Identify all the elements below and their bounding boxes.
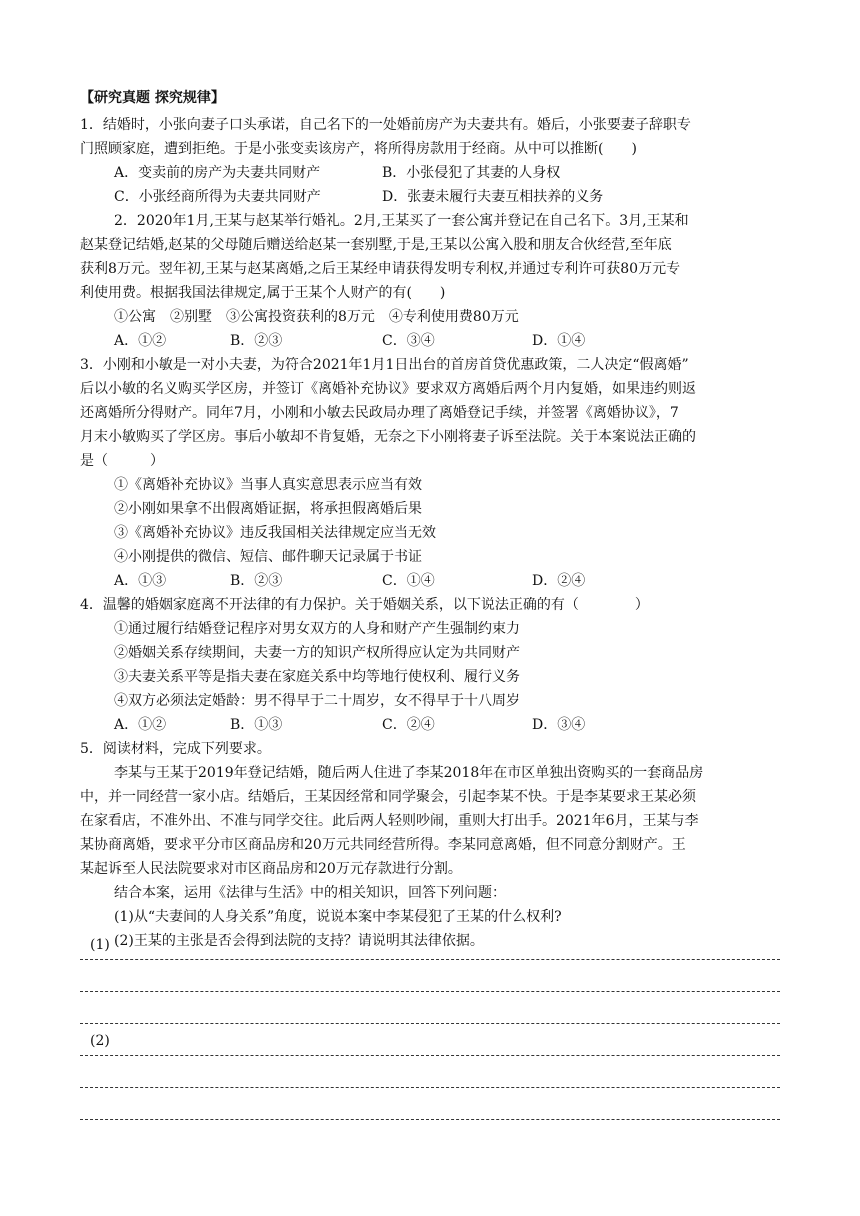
q1-stem-line-2: 门照顾家庭，遭到拒绝。于是小张变卖该房产，将所得房款用于经商。从中可以推断( ) xyxy=(80,141,637,157)
q3-option-a: A．①③ xyxy=(114,573,167,589)
q1-option-a: A．变卖前的房产为夫妻共同财产 xyxy=(114,165,321,181)
section-header: 【研究真题 探究规律】 xyxy=(80,90,225,106)
answer-line-3[interactable] xyxy=(80,1009,780,1024)
q3-item-2: ②小刚如果拿不出假离婚证据，将承担假离婚后果 xyxy=(114,501,422,517)
answer-line-5[interactable] xyxy=(80,1073,780,1088)
q2-items: ①公寓 ②别墅 ③公寓投资获利的8万元 ④专利使用费80万元 xyxy=(114,309,519,325)
q5-prompt: 结合本案，运用《法律与生活》中的相关知识，回答下列问题： xyxy=(114,885,506,901)
q4-option-a: A．①② xyxy=(114,717,167,733)
answer-line-6[interactable] xyxy=(80,1105,780,1120)
q2-option-a: A．①② xyxy=(114,333,167,349)
q5-material-line-3: 在家看店，不准外出、不准与同学交往。此后两人轻则吵闹，重则大打出手。2021年6月，王某与李 xyxy=(80,813,699,829)
q1-option-d: D．张妻未履行夫妻互相扶养的义务 xyxy=(382,189,604,205)
q2-stem-line-3: 获利8万元。翌年初,王某与赵某离婚,之后王某经申请获得发明专利权,并通过专利许可获80万元专 xyxy=(80,261,681,277)
q4-item-4: ④双方必须法定婚龄：男不得早于二十周岁，女不得早于十八周岁 xyxy=(114,693,520,709)
q1-option-b: B．小张侵犯了其妻的人身权 xyxy=(382,165,561,181)
q2-option-d: D．①④ xyxy=(532,333,586,349)
answer-label-2: (2) xyxy=(90,1033,110,1049)
q1-option-c: C．小张经商所得为夫妻共同财产 xyxy=(114,189,321,205)
q2-stem-line-4: 利使用费。根据我国法律规定,属于王某个人财产的有( ) xyxy=(80,285,446,301)
q5-material-line-5: 某起诉至人民法院要求对市区商品房和20万元存款进行分割。 xyxy=(80,861,462,877)
answer-line-4[interactable] xyxy=(80,1033,780,1056)
q3-option-d: D．②④ xyxy=(532,573,586,589)
q4-item-2: ②婚姻关系存续期间，夫妻一方的知识产权所得应认定为共同财产 xyxy=(114,645,520,661)
q3-stem-line-1: 3．小刚和小敏是一对小夫妻，为符合2021年1月1日出台的首房首贷优惠政策，二人决定“假离婚” xyxy=(80,357,689,373)
q5-stem: 5．阅读材料，完成下列要求。 xyxy=(80,741,271,757)
q4-stem: 4．温馨的婚姻家庭离不开法律的有力保护。关于婚姻关系，以下说法正确的有（ ） xyxy=(80,597,649,613)
q2-stem-line-1: 2．2020年1月,王某与赵某举行婚礼。2月,王某买了一套公寓并登记在自己名下。3月,王某和 xyxy=(114,213,689,229)
q3-stem-line-2: 后以小敏的名义购买学区房，并签订《离婚补充协议》要求双方离婚后两个月内复婚，如果违约则返 xyxy=(80,381,696,397)
q3-stem-line-5: 是（ ） xyxy=(80,453,164,469)
q3-stem-line-4: 月末小敏购买了学区房。事后小敏却不肯复婚，无奈之下小刚将妻子诉至法院。关于本案说法正确的 xyxy=(80,429,696,445)
answer-label-1: (1) xyxy=(90,937,110,953)
q4-option-b: B．①③ xyxy=(230,717,283,733)
q5-material-line-4: 某协商离婚，要求平分市区商品房和20万元共同经营所得。李某同意离婚，但不同意分割财产。王 xyxy=(80,837,686,853)
q3-stem-line-3: 还离婚所分得财产。同年7月，小刚和小敏去民政局办理了离婚登记手续，并签署《离婚协议》，7 xyxy=(80,405,679,421)
q3-item-3: ③《离婚补充协议》违反我国相关法律规定应当无效 xyxy=(114,525,436,541)
q5-material-line-1: 李某与王某于2019年登记结婚，随后两人住进了李某2018年在市区单独出资购买的一套商品房 xyxy=(114,765,704,781)
q4-item-1: ①通过履行结婚登记程序对男女双方的人身和财产产生强制约束力 xyxy=(114,621,520,637)
q2-option-b: B．②③ xyxy=(230,333,283,349)
q5-sub-question-1: (1)从“夫妻间的人身关系”角度，说说本案中李某侵犯了王某的什么权利? xyxy=(114,909,562,925)
q2-option-c: C．③④ xyxy=(382,333,435,349)
q3-item-4: ④小刚提供的微信、短信、邮件聊天记录属于书证 xyxy=(114,549,422,565)
q4-option-d: D．③④ xyxy=(532,717,586,733)
q3-item-1: ①《离婚补充协议》当事人真实意思表示应当有效 xyxy=(114,477,422,493)
q4-item-3: ③夫妻关系平等是指夫妻在家庭关系中均等地行使权利、履行义务 xyxy=(114,669,520,685)
q1-stem-line-1: 1．结婚时，小张向妻子口头承诺，自己名下的一处婚前房产为夫妻共有。婚后，小张要妻子辞职专 xyxy=(80,117,691,133)
q5-material-line-2: 中，并一同经营一家小店。结婚后，王某因经常和同学聚会，引起李某不快。于是李某要求王某必须 xyxy=(80,789,696,805)
q3-option-b: B．②③ xyxy=(230,573,283,589)
q2-stem-line-2: 赵某登记结婚,赵某的父母随后赠送给赵某一套别墅,于是,王某以公寓入股和朋友合伙经营,至年底 xyxy=(80,237,672,253)
q4-option-c: C．②④ xyxy=(382,717,435,733)
answer-line-2[interactable] xyxy=(80,977,780,992)
q3-option-c: C．①④ xyxy=(382,573,435,589)
q5-sub-question-2: (2)王某的主张是否会得到法院的支持？请说明其法律依据。 xyxy=(114,933,484,949)
